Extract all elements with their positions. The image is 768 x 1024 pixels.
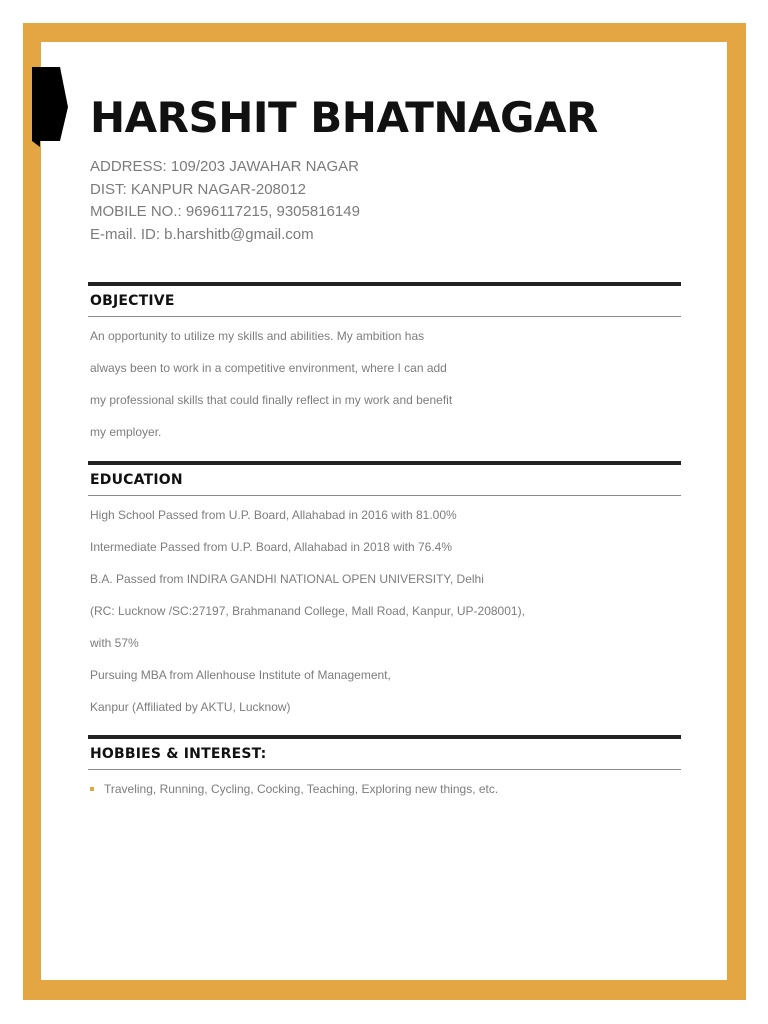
address-line: ADDRESS: 109/203 JAWAHAR NAGAR — [90, 158, 359, 175]
education-line: B.A. Passed from INDIRA GANDHI NATIONAL OPEN UNIVERSITY, Delhi — [90, 572, 484, 586]
education-text — [88, 499, 681, 723]
square-bullet-icon — [90, 787, 94, 791]
education-line: with 57% — [90, 636, 139, 650]
objective-line: always been to work in a competitive environment, where I can add — [90, 361, 447, 375]
section-title-education: EDUCATION — [88, 465, 681, 496]
education-line: Pursuing MBA from Allenhouse Institute of Management, — [90, 668, 391, 682]
objective-line: my employer. — [90, 425, 162, 439]
contact-details — [90, 156, 360, 247]
district-line: DIST: KANPUR NAGAR-208012 — [90, 180, 306, 198]
list-item — [90, 773, 681, 805]
education-line: High School Passed from U.P. Board, Allahabad in 2016 with 81.00% — [90, 508, 457, 522]
education-line: (RC: Lucknow /SC:27197, Brahmanand College, Mall Road, Kanpur, UP-208001), — [90, 604, 525, 618]
hobbies-section — [88, 735, 681, 805]
education-line: Kanpur (Affiliated by AKTU, Lucknow) — [90, 700, 291, 714]
objective-text — [88, 320, 681, 448]
education-line: Intermediate Passed from U.P. Board, Allahabad in 2018 with 76.4% — [90, 540, 452, 554]
section-title-hobbies: HOBBIES & INTEREST: — [88, 739, 681, 770]
education-section — [88, 461, 681, 723]
mobile-line: MOBILE NO.: 9696117215, 9305816149 — [90, 203, 360, 221]
objective-line: An opportunity to utilize my skills and abilities. My ambition has — [90, 329, 425, 343]
email-line: E-mail. ID: b.harshitb@gmail.com — [90, 226, 314, 244]
hobby-text: Traveling, Running, Cycling, Cocking, Teaching, Exploring new things, etc. — [104, 782, 499, 796]
tab-marker-icon — [32, 67, 68, 147]
section-title-objective: OBJECTIVE — [88, 286, 681, 317]
hobbies-list — [88, 773, 681, 805]
objective-line: my professional skills that could finally reflect in my work and benefit — [90, 393, 453, 407]
objective-section — [88, 282, 681, 448]
candidate-name: HARSHIT BHATNAGAR — [90, 93, 598, 142]
